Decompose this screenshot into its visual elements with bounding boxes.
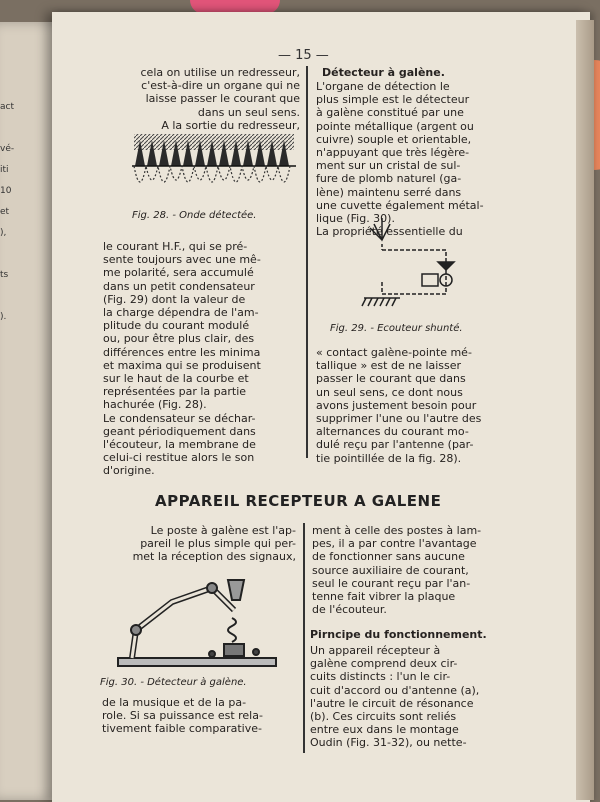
section-title: APPAREIL RECEPTEUR A GALENE bbox=[155, 492, 442, 510]
text-line: plus simple est le détecteur bbox=[316, 93, 470, 107]
text-line: alternances du courant mo- bbox=[316, 425, 469, 439]
text-line: celui-ci restitue alors le son bbox=[103, 451, 255, 465]
text-line bbox=[0, 248, 18, 260]
text-line: (Fig. 29) dont la valeur de bbox=[103, 292, 246, 306]
col1-mid-text bbox=[103, 240, 299, 478]
text-line: lique (Fig. 30). bbox=[316, 212, 395, 226]
text-line: et bbox=[0, 207, 10, 217]
text-line: vé- bbox=[0, 144, 15, 154]
text-line: de l'écouteur. bbox=[312, 603, 387, 617]
col2-heading: Détecteur à galène. bbox=[322, 66, 445, 79]
text-line: avons justement besoin pour bbox=[316, 398, 477, 412]
text-line: différences entre les minima bbox=[103, 345, 261, 359]
text-line: dans un petit condensateur bbox=[103, 279, 255, 293]
text-line: d'origine. bbox=[103, 464, 155, 478]
text-line: n'appuyant que très légère- bbox=[316, 146, 470, 160]
text-line: galène comprend deux cir- bbox=[310, 657, 458, 671]
figure-29-circuit bbox=[360, 214, 470, 314]
text-line: cela on utilise un redresseur, bbox=[140, 66, 300, 79]
text-line: source auxiliaire de courant, bbox=[312, 563, 469, 577]
text-line: à galène constitué par une bbox=[316, 106, 464, 120]
page-number: — 15 — bbox=[278, 48, 329, 63]
text-line: le courant H.F., qui se pré- bbox=[103, 240, 248, 253]
text-line: passer le courant que dans bbox=[316, 372, 466, 386]
text-line: dans un seul sens. bbox=[197, 105, 300, 119]
col1-top-text bbox=[110, 66, 300, 132]
text-line: cuit d'accord ou d'antenne (a), bbox=[310, 683, 480, 697]
text-line: un seul sens, ce dont nous bbox=[316, 385, 463, 399]
figure-28-caption: Fig. 28. - Onde détectée. bbox=[132, 210, 257, 221]
text-line: pes, il a par contre l'avantage bbox=[312, 537, 477, 551]
text-line: l'autre le circuit de résonance bbox=[310, 696, 474, 710]
text-line: iti bbox=[0, 165, 9, 175]
text-line: entre eux dans le montage bbox=[310, 723, 459, 737]
col2-bottom-text-b bbox=[310, 644, 508, 750]
text-line: l'écouteur, la membrane de bbox=[103, 438, 256, 452]
col2-bottom-text-a bbox=[312, 524, 508, 616]
text-line: ts bbox=[0, 270, 9, 280]
col2-mid-text bbox=[316, 346, 502, 465]
text-line bbox=[0, 122, 18, 134]
text-line: et maxima qui se produisent bbox=[103, 358, 261, 372]
text-line: c'est-à-dire un organe qui ne bbox=[141, 79, 300, 93]
text-line: représentées par la partie bbox=[103, 385, 247, 399]
col2-heading-principle: Pirncipe du fonctionnement. bbox=[310, 628, 487, 641]
text-line: ou, pour être plus clair, des bbox=[103, 332, 255, 346]
text-line: tivement faible comparative- bbox=[102, 722, 262, 736]
previous-page-text bbox=[0, 92, 18, 332]
text-line: une cuvette également métal- bbox=[316, 198, 484, 212]
text-line: Un appareil récepteur à bbox=[310, 644, 441, 657]
figure-30-caption: Fig. 30. - Détecteur à galène. bbox=[100, 677, 247, 688]
text-line: de la musique et de la pa- bbox=[102, 696, 247, 709]
text-line: Oudin (Fig. 31-32), ou nette- bbox=[310, 736, 467, 750]
text-line: ). bbox=[0, 312, 7, 322]
col1-bottom-text-a bbox=[102, 524, 296, 564]
text-line: me polarité, sera accumulé bbox=[103, 266, 254, 280]
text-line: fure de plomb naturel (ga- bbox=[316, 172, 462, 186]
text-line: La propriété essentielle du bbox=[316, 225, 463, 239]
text-line: pointe métallique (argent ou bbox=[316, 119, 474, 133]
figure-28-wave bbox=[128, 128, 300, 200]
text-line: seul le courant reçu par l'an- bbox=[312, 576, 471, 590]
text-line: lène) maintenu serré dans bbox=[316, 185, 462, 199]
text-line: act bbox=[0, 102, 14, 112]
text-line: Le condensateur se déchar- bbox=[103, 411, 256, 425]
text-line: supprimer l'une ou l'autre des bbox=[316, 412, 482, 426]
figure-29-caption: Fig. 29. - Ecouteur shunté. bbox=[330, 323, 463, 334]
text-line: L'organe de détection le bbox=[316, 80, 450, 93]
text-line: role. Si sa puissance est rela- bbox=[102, 709, 263, 723]
text-line: 10 bbox=[0, 186, 12, 196]
column-divider-top bbox=[306, 66, 308, 458]
text-line: cuits distincts : l'un le cir- bbox=[310, 670, 451, 684]
text-line: cuivre) souple et orientable, bbox=[316, 132, 472, 146]
figure-30-detector bbox=[112, 578, 284, 670]
col1-bottom-text-b bbox=[102, 696, 298, 736]
page-edge bbox=[576, 20, 594, 800]
text-line: ment sur un cristal de sul- bbox=[316, 159, 461, 173]
column-divider-bottom bbox=[303, 523, 305, 753]
text-line: plitude du courant modulé bbox=[103, 319, 250, 333]
text-line: (b). Ces circuits sont reliés bbox=[310, 710, 457, 724]
text-line: ), bbox=[0, 228, 7, 238]
text-line: hachurée (Fig. 28). bbox=[103, 398, 207, 412]
text-line: A la sortie du redresseur, bbox=[161, 118, 300, 132]
text-line: sente toujours avec une mê- bbox=[103, 253, 261, 267]
text-line bbox=[0, 290, 18, 302]
text-line: Le poste à galène est l'ap- bbox=[150, 524, 296, 537]
text-line: met la réception des signaux, bbox=[132, 550, 296, 564]
text-line: tenne fait vibrer la plaque bbox=[312, 590, 456, 604]
text-line: laisse passer le courant que bbox=[145, 92, 300, 106]
text-line: dulé reçu par l'antenne (par- bbox=[316, 438, 474, 452]
text-line: geant périodiquement dans bbox=[103, 424, 256, 438]
text-line: de fonctionner sans aucune bbox=[312, 550, 465, 564]
text-line: tie pointillée de la fig. 28). bbox=[316, 451, 462, 465]
text-line: « contact galène-pointe mé- bbox=[316, 346, 472, 359]
text-line: la charge dépendra de l'am- bbox=[103, 306, 259, 320]
text-line: pareil le plus simple qui per- bbox=[140, 537, 296, 551]
text-line: ment à celle des postes à lam- bbox=[312, 524, 482, 537]
text-line: tallique » est de ne laisser bbox=[316, 359, 462, 373]
text-line: sur le haut de la courbe et bbox=[103, 372, 249, 386]
